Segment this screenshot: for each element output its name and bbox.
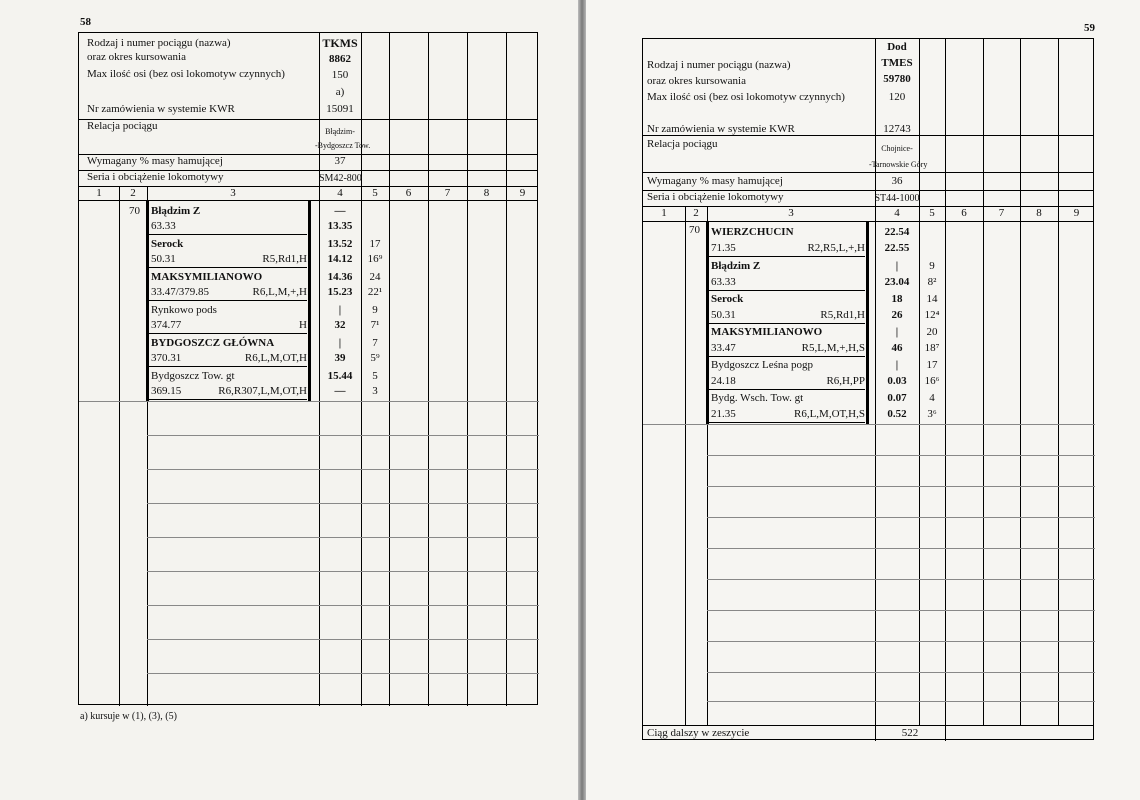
station-name: Błądzim Z <box>711 260 761 272</box>
station-km: 369.15 <box>151 385 182 397</box>
departure-time: 22.55 <box>884 242 910 254</box>
train-order: 12743 <box>883 123 911 135</box>
run-time: 7 <box>372 337 378 349</box>
run-time: 5 <box>372 370 378 382</box>
header-label: Rodzaj i numer pociągu (nazwa) <box>647 59 791 71</box>
run-time: 12⁴ <box>924 309 940 321</box>
train-period: a) <box>335 86 345 98</box>
station-name: Błądzim Z <box>151 205 201 217</box>
station-km: 374.77 <box>151 319 182 331</box>
timetable-sheet <box>78 32 538 705</box>
train-brake: 37 <box>334 155 346 167</box>
speed-value: 70 <box>129 205 140 217</box>
train-category: TKMS <box>322 36 358 50</box>
departure-time: — <box>334 385 346 397</box>
run-time: 3⁶ <box>927 408 937 420</box>
station-name: Bydg. Wsch. Tow. gt <box>711 392 804 404</box>
header-label: Relacja pociągu <box>647 138 718 150</box>
station-name: Bydgoszcz Leśna pogp <box>711 359 814 371</box>
station-km: 63.33 <box>711 276 736 288</box>
station-name: MAKSYMILIANOWO <box>151 271 263 283</box>
station-km: 63.33 <box>151 220 176 232</box>
column-number: 1 <box>661 207 667 219</box>
station-km: 50.31 <box>711 309 736 321</box>
run-time: 22¹ <box>367 286 383 298</box>
run-time: 18⁷ <box>924 342 940 354</box>
page-number: 59 <box>1084 22 1095 34</box>
arrival-time: | <box>338 337 342 349</box>
header-label: Wymagany % masy hamującej <box>87 155 223 167</box>
station-codes: R5,Rd1,H <box>262 253 307 265</box>
arrival-time: 13.52 <box>327 238 353 250</box>
departure-time: 23.04 <box>884 276 910 288</box>
train-relation: Chojnice- <box>881 144 913 153</box>
train-number: 59780 <box>883 73 911 85</box>
header-label: Nr zamówienia w systemie KWR <box>87 103 235 115</box>
station-name: Serock <box>711 293 744 305</box>
train-axles: 150 <box>331 69 349 81</box>
station-name: Rynkowo pods <box>151 304 217 316</box>
run-time: 3 <box>372 385 378 397</box>
header-label: Seria i obciążenie lokomotywy <box>647 191 784 203</box>
column-number: 6 <box>405 187 412 199</box>
station-name: Serock <box>151 238 184 250</box>
column-number: 1 <box>96 187 102 199</box>
departure-time: 14.12 <box>327 253 353 265</box>
station-km: 71.35 <box>711 242 736 254</box>
station-codes: R2,R5,L,+,H <box>807 242 865 254</box>
column-number: 9 <box>519 187 526 199</box>
run-time: 4 <box>929 392 935 404</box>
run-time: 16⁶ <box>924 375 940 387</box>
train-order: 15091 <box>326 103 354 115</box>
header-label: Max ilość osi (bez osi lokomotyw czynnych) <box>647 91 845 103</box>
column-number: 4 <box>894 207 900 219</box>
continuation-value: 522 <box>901 727 919 739</box>
run-time: 14 <box>926 293 938 305</box>
header-label: Max ilość osi (bez osi lokomotyw czynnych) <box>87 68 285 80</box>
run-time: 5⁹ <box>370 352 380 364</box>
arrival-time: | <box>895 326 899 338</box>
station-codes: R5,L,M,+,H,S <box>801 342 865 354</box>
station-codes: R6,R307,L,M,OT,H <box>218 385 307 397</box>
continuation-label: Ciąg dalszy w zeszycie <box>647 727 750 739</box>
column-number: 7 <box>444 187 451 199</box>
speed-value: 70 <box>689 224 700 236</box>
column-number: 8 <box>1036 207 1042 219</box>
run-time: 16⁹ <box>367 253 383 265</box>
arrival-time: 22.54 <box>884 226 910 238</box>
arrival-time: 18 <box>891 293 903 305</box>
train-prefix: Dod <box>887 41 907 53</box>
station-codes: R5,Rd1,H <box>820 309 865 321</box>
column-number: 3 <box>788 207 794 219</box>
column-number: 2 <box>693 207 699 219</box>
run-time: 9 <box>929 260 935 272</box>
column-number: 9 <box>1073 207 1080 219</box>
run-time: 20 <box>926 326 938 338</box>
station-km: 370.31 <box>151 352 182 364</box>
arrival-time: | <box>895 359 899 371</box>
station-codes: R6,L,M,+,H <box>252 286 307 298</box>
arrival-time: 0.07 <box>887 392 907 404</box>
header-label: Relacja pociągu <box>87 120 158 132</box>
station-km: 33.47 <box>711 342 736 354</box>
footnote: a) kursuje w (1), (3), (5) <box>80 711 177 722</box>
station-km: 50.31 <box>151 253 176 265</box>
departure-time: — <box>334 205 346 217</box>
run-time: 8² <box>927 276 937 288</box>
station-km: 33.47/379.85 <box>151 286 210 298</box>
train-number: 8862 <box>329 53 351 65</box>
header-label: Wymagany % masy hamującej <box>647 175 783 187</box>
column-number: 8 <box>483 187 490 199</box>
run-time: 24 <box>369 271 381 283</box>
station-name: BYDGOSZCZ GŁÓWNA <box>151 337 275 349</box>
column-number: 6 <box>961 207 967 219</box>
train-relation: -Bydgoszcz Tow. <box>315 141 371 150</box>
train-loco: SM42-800 <box>319 173 362 184</box>
train-relation: Błądzim- <box>325 127 355 136</box>
station-codes: R6,H,PP <box>826 375 865 387</box>
header-label: Seria i obciążenie lokomotywy <box>87 171 224 183</box>
column-number: 5 <box>929 207 935 219</box>
train-category: TMES <box>881 57 913 69</box>
book-gutter <box>578 0 586 800</box>
station-codes: R6,L,M,OT,H,S <box>794 408 865 420</box>
run-time: 9 <box>372 304 378 316</box>
train-brake: 36 <box>891 175 903 187</box>
train-relation: -Tarnowskie Góry <box>869 160 928 169</box>
train-loco: ST44-1000 <box>874 193 920 204</box>
run-time: 17 <box>369 238 381 250</box>
departure-time: 32 <box>334 319 346 331</box>
column-number: 5 <box>372 187 378 199</box>
station-codes: H <box>299 319 307 331</box>
column-number: 7 <box>998 207 1005 219</box>
departure-time: 15.23 <box>327 286 353 298</box>
station-name: WIERZCHUCIN <box>711 226 794 238</box>
header-label: oraz okres kursowania <box>647 75 746 87</box>
station-codes: R6,L,M,OT,H <box>244 352 307 364</box>
departure-time: 26 <box>891 309 903 321</box>
header-label: oraz okres kursowania <box>87 51 186 63</box>
arrival-time: 15.44 <box>327 370 353 382</box>
run-time: 7¹ <box>370 319 380 331</box>
departure-time: 0.03 <box>887 375 907 387</box>
arrival-time: | <box>895 260 899 272</box>
train-axles: 120 <box>888 91 906 103</box>
station-km: 21.35 <box>711 408 736 420</box>
header-label: Nr zamówienia w systemie KWR <box>647 123 795 135</box>
station-name: Bydgoszcz Tow. gt <box>151 370 235 382</box>
page-number: 58 <box>80 16 91 28</box>
timetable-sheet <box>642 38 1094 740</box>
run-time: 17 <box>926 359 938 371</box>
column-number: 3 <box>230 187 236 199</box>
departure-time: 46 <box>891 342 903 354</box>
right-page <box>586 0 1140 800</box>
departure-time: 39 <box>334 352 346 364</box>
header-label: Rodzaj i numer pociągu (nazwa) <box>87 37 231 49</box>
departure-time: 13.35 <box>327 220 353 232</box>
station-name: MAKSYMILIANOWO <box>711 326 823 338</box>
station-km: 24.18 <box>711 375 736 387</box>
column-number: 4 <box>337 187 343 199</box>
arrival-time: | <box>338 304 342 316</box>
arrival-time: 14.36 <box>327 271 353 283</box>
column-number: 2 <box>130 187 136 199</box>
departure-time: 0.52 <box>887 408 907 420</box>
